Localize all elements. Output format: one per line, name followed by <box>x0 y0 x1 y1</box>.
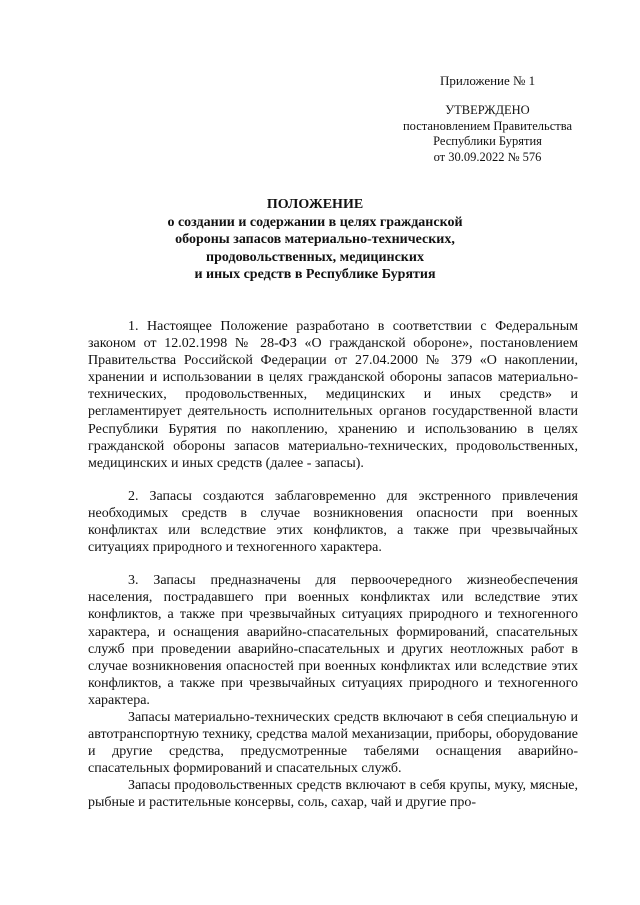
annex-label: Приложение № 1 <box>440 73 536 88</box>
approval-line: Республики Бурятия <box>433 134 542 148</box>
document-body <box>88 318 578 812</box>
paragraph-4: Запасы материально-технических средств включают в себя специальную и автотранспортную технику, средства малой механизации, приборы, оборудование и другие средства, предусмотренные табелями оснащения аварийно-спасательных формирований и спасательных служб. <box>88 709 578 777</box>
paragraph-1: 1. Настоящее Положение разработано в соответствии с Федеральным законом от 12.02.1998 № 28-ФЗ «О гражданской обороне», постановлением Правительства Российской Федерации от 27.04.2000 № 379 «О накоплении, хранении и использовании в целях гражданской обороны запасов материально-технических, продовольственных, медицинских и иных средств» и регламентирует деятельность исполнительных органов государственной власти Республики Бурятия по накоплению, хранению и использованию в целях гражданской обороны запасов материально-технических, продовольственных, медицинских и иных средств (далее - запасы). <box>88 319 578 471</box>
title-line: и иных средств в Республике Бурятия <box>194 267 436 283</box>
paragraph-5: Запасы продовольственных средств включают в себя крупы, муку, мясные, рыбные и растительные консервы, соль, сахар, чай и другие про- <box>88 778 578 811</box>
title-line: продовольственных, медицинских <box>206 249 424 265</box>
approval-line: УТВЕРЖДЕНО <box>445 103 530 117</box>
approval-line: от 30.09.2022 № 576 <box>433 149 542 164</box>
paragraph-2: 2. Запасы создаются заблаговременно для экстренного привлечения необходимых средств в случае возникновения опасности при военных конфликтах или вследствие этих конфликтов, а также при чрезвычайных ситуациях природного и техногенного характера. <box>88 488 578 556</box>
title-heading: ПОЛОЖЕНИЕ <box>266 197 364 212</box>
title-line: о создании и содержании в целях гражданской <box>167 214 463 230</box>
approval-block <box>385 103 590 165</box>
document-title <box>100 196 530 284</box>
paragraph-3: 3. Запасы предназначены для первоочередного жизнеобеспечения населения, пострадавшего при военных конфликтах или вследствие этих конфликтов, а также при чрезвычайных ситуациях природного и техногенного характера, и оснащения аварийно-спасательных формирований, спасательных служб при проведении аварийно-спасательных и других неотложных работ в случае возникновения опасностей при военных конфликтах или вследствие этих конфликтов, а также при чрезвычайных ситуациях природного и техногенного характера. <box>88 573 578 708</box>
approval-line: постановлением Правительства <box>402 118 573 133</box>
title-line: обороны запасов материально-технических, <box>175 232 455 248</box>
